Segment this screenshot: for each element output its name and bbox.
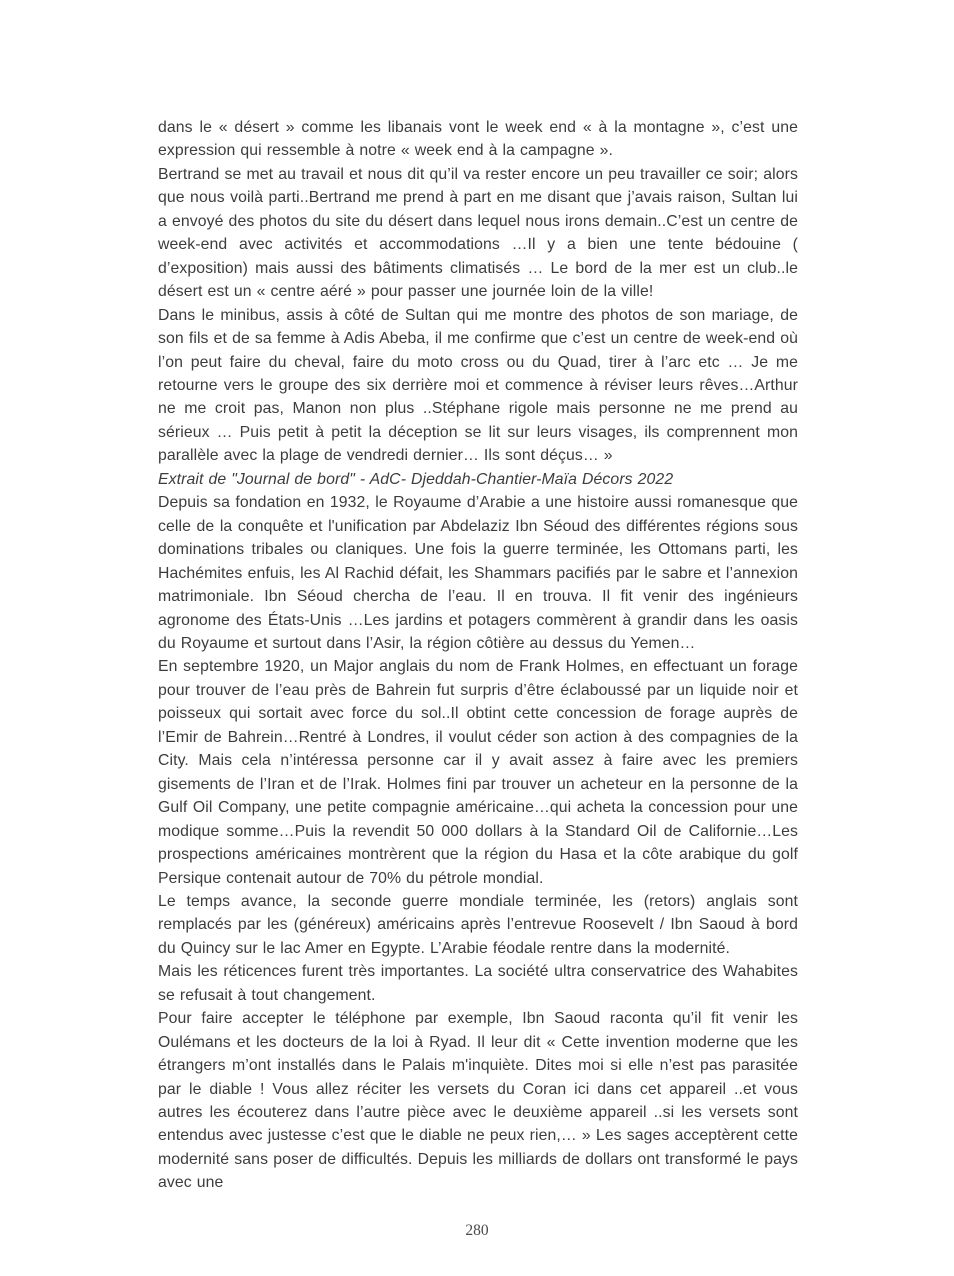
paragraph-8: Mais les réticences furent très importantes. La société ultra conservatrice des Wahabites se refusait à tout changement. [158, 963, 798, 1004]
paragraph-1: dans le « désert » comme les libanais vont le week end « à la montagne », c’est une expression qui ressemble à notre « week end à la campagne ». [158, 119, 798, 160]
paragraph-7: Le temps avance, la seconde guerre mondiale terminée, les (retors) anglais sont remplacés par les (généreux) américains après l’entrevue Roosevelt / Ibn Saoud à bord du Quincy sur le lac Amer en Egypte. L’Arabie féodale rentre dans la modernité. [158, 892, 798, 957]
paragraph-9: Pour faire accepter le téléphone par exemple, Ibn Saoud raconta qu’il fit venir les Oulémans et les docteurs de la loi à Ryad. Il leur dit « Cette invention moderne que les étrangers m’ont installés dans le Palais m'inquiète. Dites moi si elle n’est pas parasitée par le diable ! Vous allez réciter les versets du Coran ici dans cet appareil ..et vous autres les écouterez dans l’autre pièce avec le deuxième appareil ..si les versets sont entendus avec justesse c’est que le diable ne peux rien,… » Les sages acceptèrent cette modernité sans poser de difficultés. Depuis les milliards de dollars ont transformé le pays avec une [158, 1010, 798, 1192]
citation-source: Extrait de "Journal de bord" - AdC- Djeddah-Chantier-Maïa Décors 2022 [158, 470, 674, 488]
page-number: 280 [465, 1222, 489, 1239]
paragraph-5: Depuis sa fondation en 1932, le Royaume d’Arabie a une histoire aussi romanesque que celle de la conquête et l'unification par Abdelaziz Ibn Séoud des différentes régions sous dominations tribales ou claniques. Une fois la guerre terminée, les Ottomans parti, les Hachémites enfuis, les Al Rachid défait, les Shammars pacifiés par le sabre et l’annexion matrimoniale. Ibn Séoud chercha de l’eau. Il en trouva. Il fit venir des ingénieurs agronome des États-Unis …Les jardins et potagers commèrent à grandir dans les oasis du Royaume et surtout dans l’Asir, la région côtière au dessus du Yemen… [158, 494, 798, 652]
paragraph-3: Dans le minibus, assis à côté de Sultan qui me montre des photos de son mariage, de son fils et de sa femme à Adis Abeba, il me confirme que c’est un centre de week-end où l’on peut faire du cheval, faire du moto cross ou du Quad, tirer à l’arc etc … Je me retourne vers le groupe des six derrière moi et commence à réviser leurs rêves…Arthur ne me croit pas, Manon non plus ..Stéphane rigole mais personne ne me prend au sérieux … Puis petit à petit la déception se lit sur leurs visages, ils comprennent mon parallèle avec la plage de vendredi dernier… Ils sont déçus… » [158, 306, 798, 465]
text-block [158, 116, 798, 1195]
paragraph-2: Bertrand se met au travail et nous dit qu’il va rester encore un peu travailler ce soir; alors que nous voilà parti..Bertrand me prend à part en me disant que j’avais raison, Sultan lui a envoyé des photos du site du désert dans lequel nous irons demain..C’est un centre de week-end avec activités et accommodations …Il y a bien une tente bédouine ( d’exposition) mais aussi des bâtiments climatisés … Le bord de la mer est un club..le désert est un « centre aéré » pour passer une journée loin de la ville! [158, 165, 798, 301]
paragraph-6: En septembre 1920, un Major anglais du nom de Frank Holmes, en effectuant un forage pour trouver de l’eau près de Bahrein fut surpris d’être éclaboussé par un liquide noir et poisseux qui sortait avec force du sol..Il obtint cette concession de forage auprès de l’Emir de Bahrein…Rentré à Londres, il voulut céder son action à des compagnies de la City. Mais cela n’intéressa personne car il y avait assez à faire avec les premiers gisements de l’Iran et de l’Irak. Holmes fini par trouver un acheteur en la personne de la Gulf Oil Company, une petite compagnie américaine…qui acheta la concession pour une modique somme…Puis la revendit 50 000 dollars à la Standard Oil de Californie…Les prospections américaines montrèrent que la région du Hasa et la côte arabique du golf Persique contenait autour de 70% du pétrole mondial. [158, 658, 798, 887]
